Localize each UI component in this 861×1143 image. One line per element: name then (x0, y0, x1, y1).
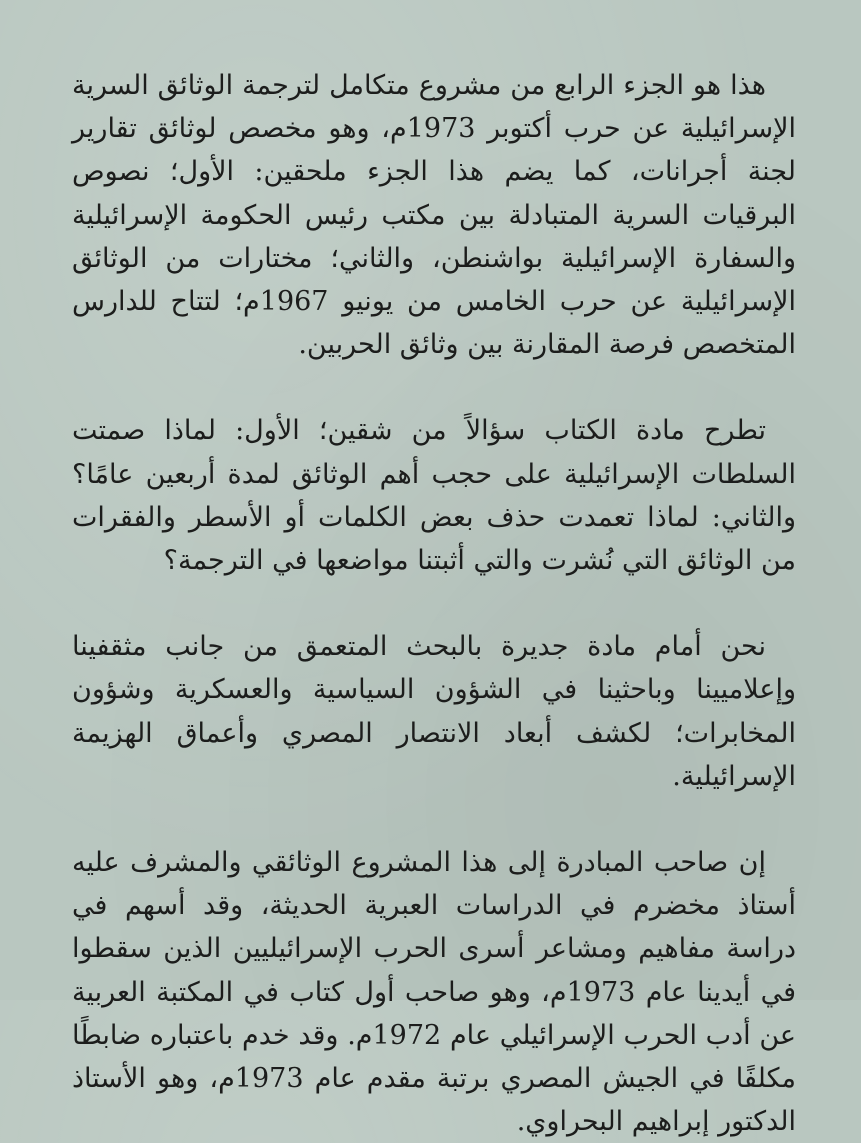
paragraph-author-bio: إن صاحب المبادرة إلى هذا المشروع الوثائقي والمشرف عليه أستاذ مخضرم في الدراسات العبرية الحديثة، وقد أسهم في دراسة مفاهيم ومشاعر أسرى الحرب الإسرائيليين الذين سقطوا في أيدينا عام 1973م، وهو صاحب أول كتاب في المكتبة العربية عن أدب الحرب الإسرائيلي عام 1972م. وقد خدم باعتباره ضابطًا مكلفًا في الجيش المصري برتبة مقدم عام 1973م، وهو الأستاذ الدكتور إبراهيم البحراوي. (72, 847, 796, 1138)
paragraph-central-question: تطرح مادة الكتاب سؤالاً من شقين؛ الأول: لماذا صمتت السلطات الإسرائيلية على حجب أهم الوثائق لمدة أربعين عامًا؟ والثاني: لماذا تعمدت حذف بعض الكلمات أو الأسطر والفقرات من الوثائق التي نُشرت والتي أثبتنا مواضعها في الترجمة؟ (72, 415, 796, 577)
paragraph-research-value: نحن أمام مادة جديرة بالبحث المتعمق من جانب مثقفينا وإعلاميينا وباحثينا في الشؤون السياسية والعسكرية وشؤون المخابرات؛ لكشف أبعاد الانتصار المصري وأعماق الهزيمة الإسرائيلية. (72, 631, 796, 792)
paragraph-documents-overview: هذا هو الجزء الرابع من مشروع متكامل لترجمة الوثائق السرية الإسرائيلية عن حرب أكتوبر 1973م، وهو مخصص لوثائق تقارير لجنة أجرانات، كما يضم هذا الجزء ملحقين: الأول؛ نصوص البرقيات السرية المتبادلة بين مكتب رئيس الحكومة الإسرائيلية والسفارة الإسرائيلية بواشنطن، والثاني؛ مختارات من الوثائق الإسرائيلية عن حرب الخامس من يونيو 1967م؛ لتتاح للدارس المتخصص فرصة المقارنة بين وثائق الحربين. (72, 70, 796, 361)
